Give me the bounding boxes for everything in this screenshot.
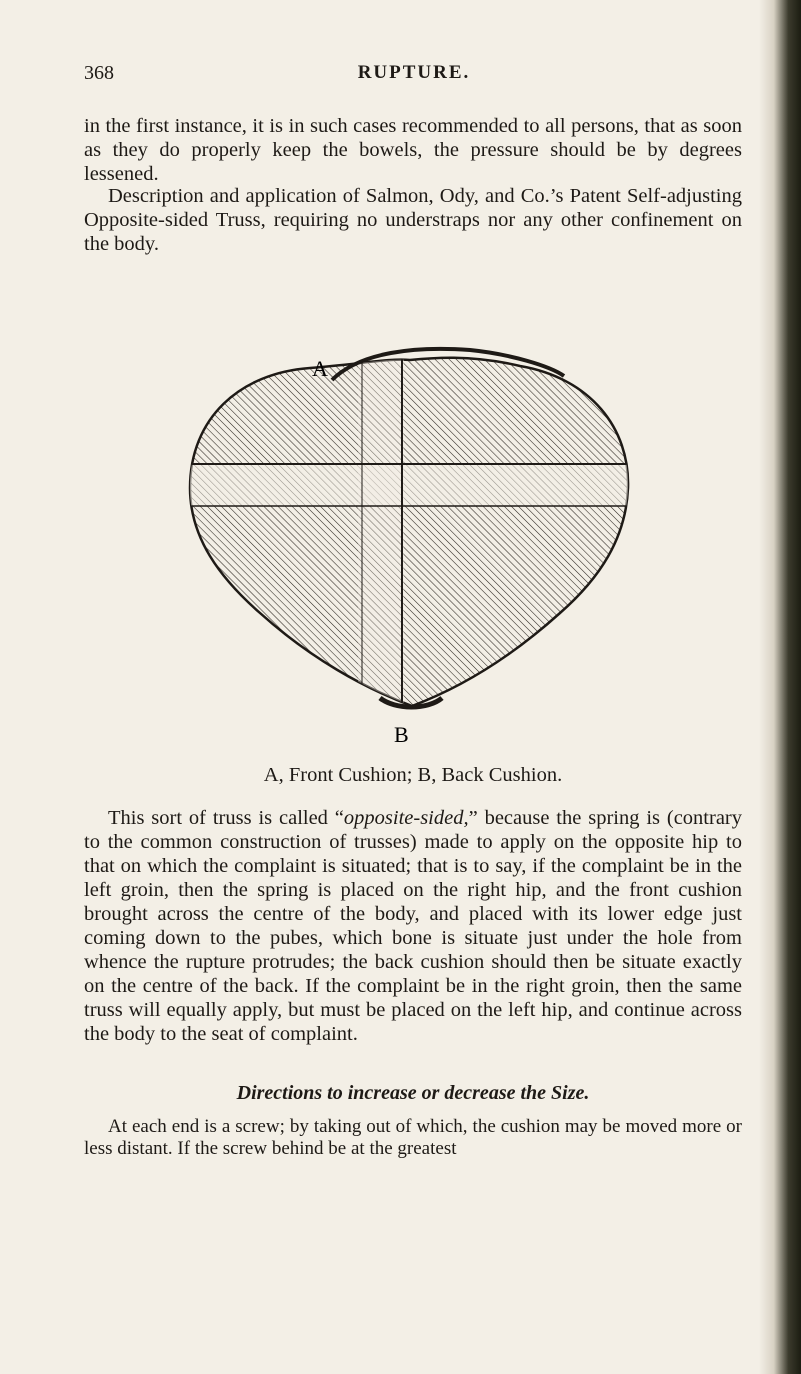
section-subheading: Directions to increase or decrease the Size. [236, 1082, 590, 1104]
paragraph-explanation [84, 806, 742, 1046]
explanation-text-rest: ” because the spring is (contrary to the common construction of trusses) made to apply on the opposite hip to that on which the complaint is situated; that is to say, if the complaint be in the left groin, then the spring is placed on the right hip, and the front cushion brought across the centre of the body, and placed with its lower edge just coming down to the pubes, which bone is situate just under the hole from whence the rupture protrudes; the back cushion should then be situate exactly on the centre of the back. If the complaint be in the right groin, then the same truss will equally apply, but must be placed on the left hip, and continue across the body to the seat of complaint. [84, 807, 742, 1045]
figure-caption: A, Front Cushion; B, Back Cushion. [263, 764, 563, 786]
paragraph-intro: in the first instance, it is in such cases recommended to all persons, that as soon as they do properly keep the bowels, the pressure should be by degrees lessened. [84, 115, 742, 185]
paragraph-description: Description and application of Salmon, Ody, and Co.’s Patent Self-adjusting Opposite-sided Truss, requiring no understraps nor any other confinement on the body. [84, 185, 742, 255]
truss-figure [180, 338, 640, 748]
page-header [84, 62, 744, 88]
cushion-shape [180, 358, 640, 718]
paragraph-directions: At each end is a screw; by taking out of which, the cushion may be moved more or less distant. If the screw behind be at the greatest [84, 1116, 742, 1159]
explanation-text-start: This sort of truss is called “ [108, 807, 344, 829]
page-number: 368 [84, 62, 114, 84]
figure-label-a: A [312, 356, 328, 381]
explanation-italic-term: opposite-sided, [343, 807, 469, 829]
figure-label-b: B [394, 722, 409, 747]
page-edge-shadow [759, 0, 801, 1374]
running-head: RUPTURE. [357, 62, 471, 83]
